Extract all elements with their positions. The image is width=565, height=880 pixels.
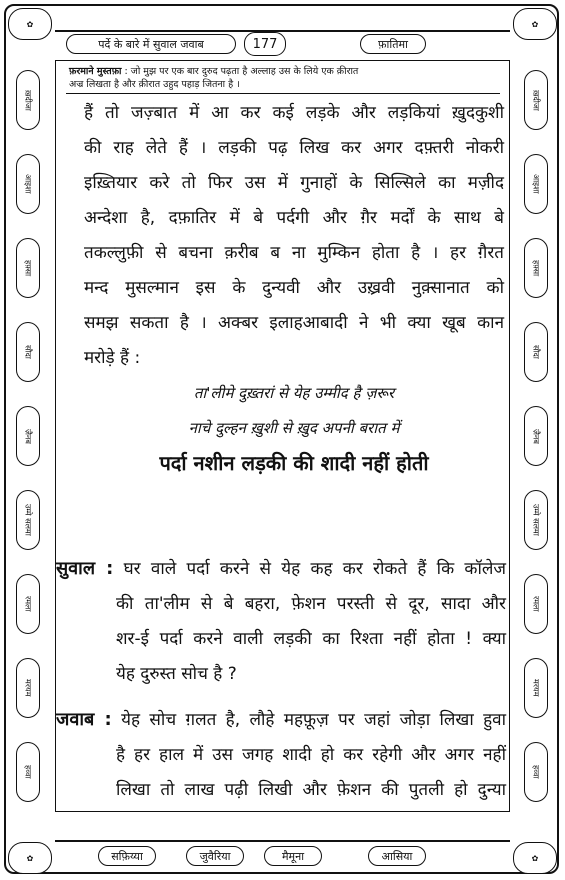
side-medallion: ज़ैनब <box>16 406 40 466</box>
paragraph-line: हैं तो जज़्बात में आ कर कई लड़के और लड़कियां ख़ुदकुशी <box>84 103 504 123</box>
paragraph-line: समझ सकता है । अक्बर इलाहआबादी ने भी क्या खूब कान <box>84 313 504 333</box>
question-line: की ता'लीम से बे बहरा, फ़ेशन परस्ती से दूर, सादा और <box>116 594 506 614</box>
side-medallion: आइशा <box>524 154 548 214</box>
side-medallion: ख़दीजा <box>16 70 40 130</box>
poem-line: नाचे दुल्हन ख़ुशी से ख़ुद अपनी बरात में <box>188 419 400 437</box>
side-medallion: हफ़्सा <box>16 238 40 298</box>
footer-name: जुवैरिया <box>186 846 244 866</box>
paragraph-line: इख़्तियार करे तो फिर उस में गुनाहों के सिल्सिले का मज़ीद <box>84 173 504 193</box>
farmane-label: फ़रमाने मुस्तफ़ा <box>69 66 122 77</box>
corner-ornament-bottom-left: ✿ <box>8 842 52 874</box>
question-line: घर वाले पर्दा करने से येह कह कर रोकते हैं कि कॉलेज <box>123 559 506 579</box>
corner-ornament-bottom-right: ✿ <box>513 842 557 874</box>
bottom-divider <box>55 840 510 842</box>
answer-line: लिखा तो लाख पढ़ी लिखी और फ़ेशन की पुतली हो दुन्या <box>116 780 506 800</box>
side-medallion: रमला <box>524 574 548 634</box>
side-medallion: उम्मे सलमा <box>524 490 548 550</box>
poem-line: ता'लीमे दुख़्तरां से येह उम्मीद है ज़रूर <box>193 384 395 402</box>
top-divider <box>55 30 510 32</box>
side-medallion: रमला <box>16 574 40 634</box>
paragraph-line: तकल्लुफ़ी से बचना क़रीब ब ना मुम्किन होता है । हर ग़ैरत <box>84 243 504 263</box>
side-medallion: सौदा <box>16 322 40 382</box>
farmane-mustafa-box <box>66 64 500 94</box>
question-line: येह दुरुस्त सोच है ? <box>116 664 237 684</box>
paragraph-line: अन्देशा है, दफ़ातिर में बे पर्दगी और ग़ैर मर्दों के साथ बे <box>84 208 504 228</box>
footer-name: मैमूना <box>264 846 322 866</box>
footer-name: आसिया <box>368 846 426 866</box>
header-left-title: पर्दे के बारे में सुवाल जवाब <box>66 34 236 54</box>
corner-ornament-top-right: ✿ <box>513 8 557 40</box>
paragraph-line: की राह लेते हैं । लड़की पढ़ लिख कर अगर दफ़्तरी नोकरी <box>84 138 504 158</box>
question-block <box>56 551 506 692</box>
side-medallion: मरयम <box>524 658 548 718</box>
section-heading: पर्दा नशीन लड़की की शादी नहीं होती <box>159 451 429 475</box>
farmane-text-line2: अज्र लिखता है और क़ीरात उहुद पहाड़ जितना है । <box>69 79 240 90</box>
paragraph-line: मरोड़े हैं : <box>84 348 141 368</box>
paragraph <box>84 96 504 376</box>
side-medallion: सौदा <box>524 322 548 382</box>
answer-line: है हर हाल में उस जगह शादी हो कर रहेगी और अगर नहीं <box>116 745 506 765</box>
side-medallion: हव्वा <box>524 742 548 802</box>
main-text <box>84 96 504 480</box>
question-line: शर-ई पर्दा करने वाली लड़की का रिश्ता नहीं होता ! क्या <box>116 629 506 649</box>
page-number: 177 <box>244 32 286 56</box>
question-label: सुवाल : <box>56 558 114 579</box>
answer-line: येह सोच ग़लत है, लौहे महफ़ूज़ पर जहां जोड़ा लिखा हुवा <box>121 710 506 730</box>
side-medallion: मरयम <box>16 658 40 718</box>
answer-label: जवाब : <box>56 709 112 730</box>
side-medallion: आइशा <box>16 154 40 214</box>
side-medallion: हफ़्सा <box>524 238 548 298</box>
paragraph-line: मन्द मुसल्मान इस के दुन्यवी और उख़्रवी नुक़्सानात को <box>84 278 504 298</box>
answer-block <box>56 702 506 808</box>
side-medallion: उम्मे सलमा <box>16 490 40 550</box>
side-medallion: ज़ैनब <box>524 406 548 466</box>
side-medallion: हव्वा <box>16 742 40 802</box>
footer-name: सफ़िय्या <box>98 846 156 866</box>
header-right-title: फ़ातिमा <box>360 34 426 54</box>
farmane-text-line1: : जो मुझ पर एक बार दुरुद पढ़ता है अल्लाह उस के लिये एक क़ीरात <box>124 66 359 77</box>
corner-ornament-top-left: ✿ <box>8 8 52 40</box>
side-medallion: ख़दीजा <box>524 70 548 130</box>
